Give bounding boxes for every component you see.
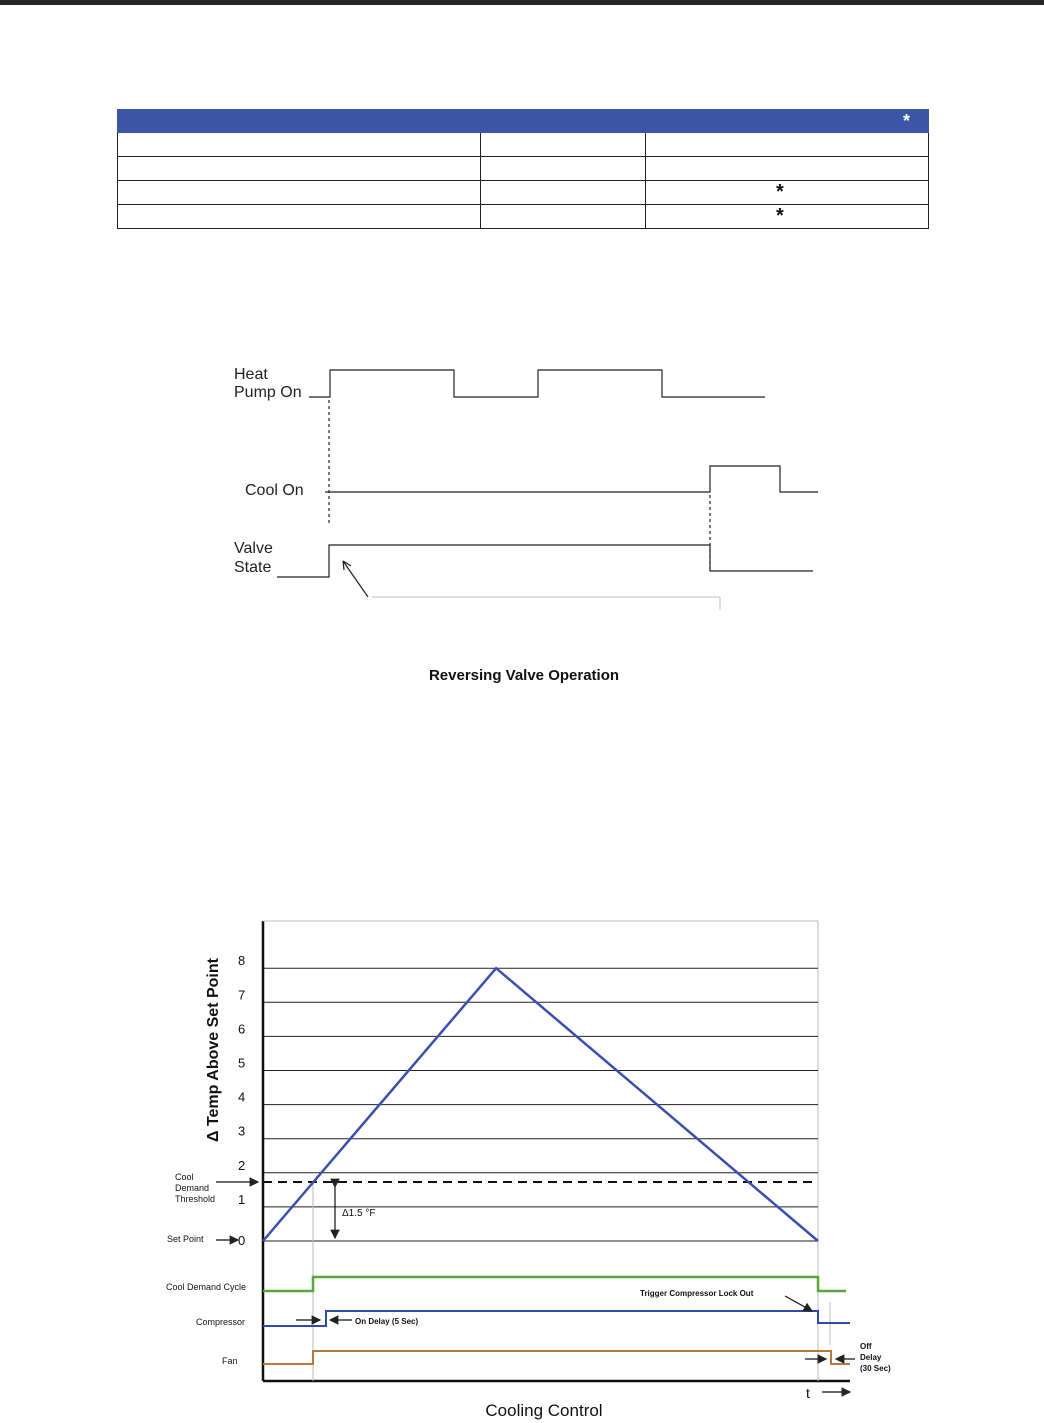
t-axis-label: t [806, 1385, 810, 1401]
delta-label: Δ1.5 °F [342, 1208, 376, 1219]
cool-demand-cycle-label: Cool Demand Cycle [166, 1282, 247, 1292]
valve-state-label: Valve [234, 540, 273, 557]
compressor-label: Compressor [196, 1317, 246, 1327]
heat-pump-label: Pump On [234, 384, 302, 401]
table-cell: * [646, 205, 929, 229]
heat-pump-label: Heat [234, 366, 268, 383]
y-axis-label: Δ Temp Above Set Point [205, 958, 222, 1142]
off-delay-label: Off [860, 1342, 872, 1351]
cool-demand-cycle-trace [263, 1277, 846, 1291]
annotation-arrow [343, 561, 368, 597]
chart-title: Cooling Control [485, 1401, 603, 1420]
table-header-cell: * [646, 110, 929, 133]
cool-on-waveform [325, 466, 818, 492]
compressor-trace [263, 1311, 850, 1326]
y-tick-label: 3 [238, 1123, 246, 1139]
cool-on-label: Cool On [245, 482, 304, 499]
set-point-label: Set Point [167, 1234, 204, 1244]
y-tick-label: 7 [238, 987, 246, 1003]
valve-state-waveform [277, 545, 813, 577]
y-tick-label: 0 [238, 1233, 246, 1248]
temp-above-setpoint-line [263, 968, 818, 1241]
valve-state-label: State [234, 559, 272, 576]
off-delay-label: Delay [860, 1353, 882, 1362]
y-tick-label: 1 [238, 1191, 246, 1207]
valve-diagram-caption: Reversing Valve Operation [428, 667, 620, 684]
y-tick-label: 5 [238, 1055, 246, 1071]
y-tick-label: 8 [238, 953, 246, 969]
fan-label: Fan [222, 1356, 238, 1366]
trigger-lockout-label: Trigger Compressor Lock Out [640, 1289, 754, 1298]
threshold-label: Cool [175, 1172, 194, 1182]
threshold-label: Demand [175, 1183, 210, 1193]
on-delay-label: On Delay (5 Sec) [355, 1317, 419, 1326]
heat-pump-waveform [309, 370, 765, 397]
fan-trace [263, 1351, 850, 1364]
off-delay-label: (30 Sec) [860, 1364, 891, 1373]
threshold-label: Threshold [175, 1194, 216, 1204]
y-tick-label: 2 [238, 1157, 246, 1173]
y-tick-label: 6 [238, 1021, 246, 1037]
table-cell: * [646, 181, 929, 205]
y-tick-label: 4 [238, 1089, 246, 1105]
